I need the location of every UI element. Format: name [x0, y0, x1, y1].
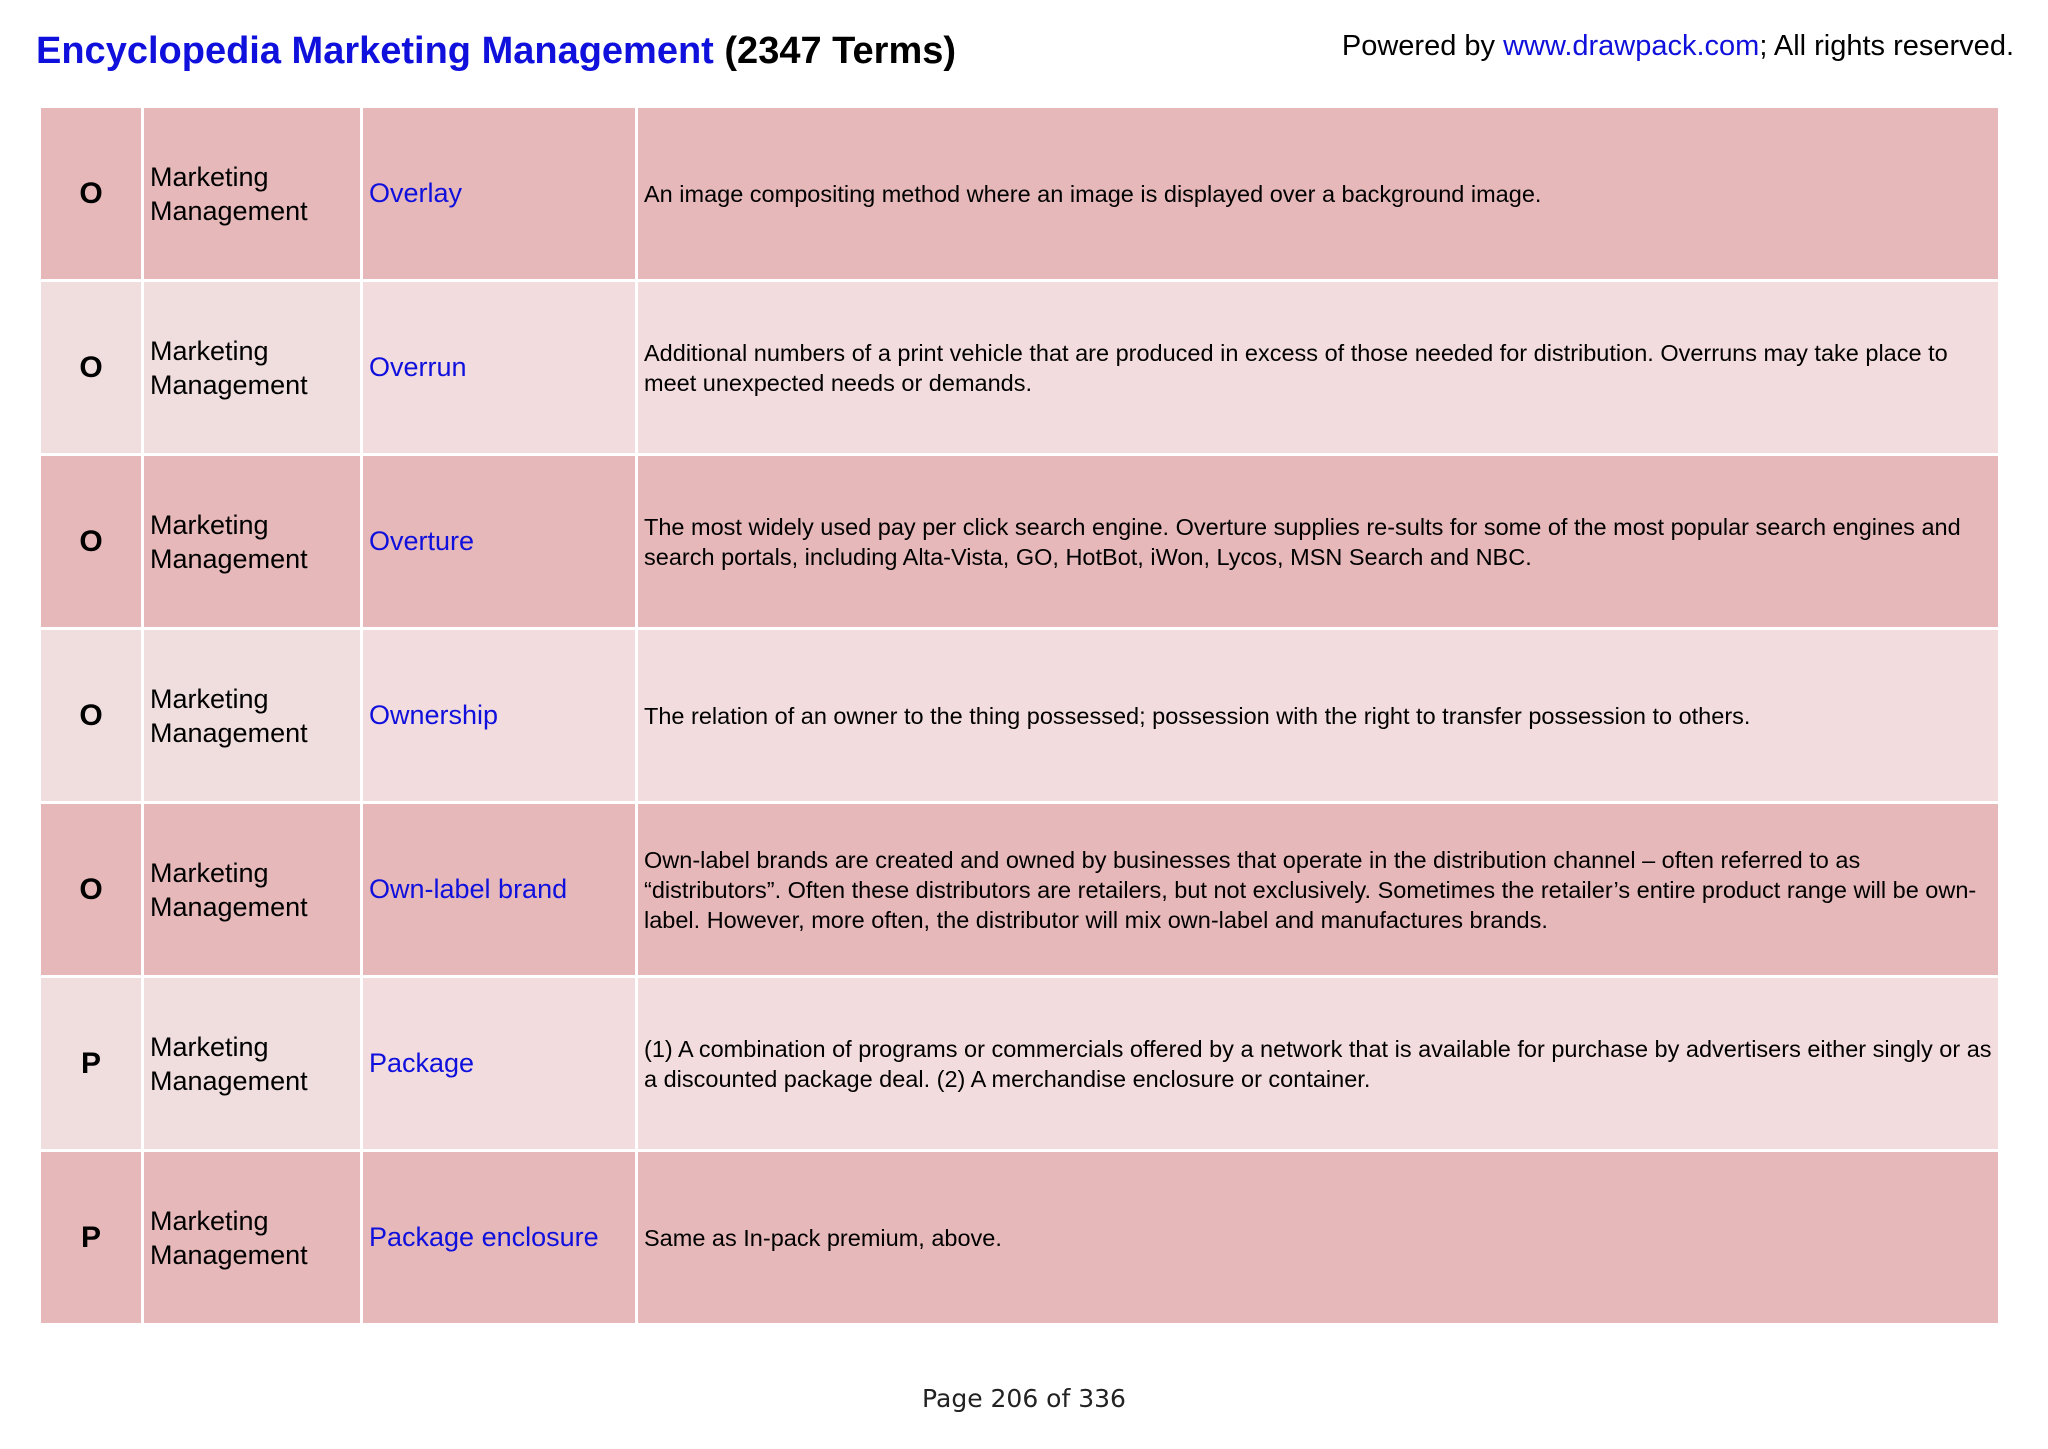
- category-line1: Marketing: [150, 857, 269, 888]
- category-line1: Marketing: [150, 1031, 269, 1062]
- letter-cell: O: [40, 803, 143, 977]
- table-row: [40, 629, 2000, 803]
- table-row: [40, 107, 2000, 281]
- category-cell: [143, 977, 362, 1151]
- category-cell: [143, 629, 362, 803]
- term-link[interactable]: Overture: [362, 455, 637, 629]
- letter-cell: P: [40, 977, 143, 1151]
- table-row: [40, 281, 2000, 455]
- table-row: [40, 1151, 2000, 1325]
- powered-by: [1342, 30, 2014, 63]
- category-line1: Marketing: [150, 509, 269, 540]
- definition-cell: Same as In-pack premium, above.: [637, 1151, 2000, 1325]
- category-line1: Marketing: [150, 335, 269, 366]
- category-cell: [143, 455, 362, 629]
- term-link[interactable]: Overrun: [362, 281, 637, 455]
- letter-cell: P: [40, 1151, 143, 1325]
- term-link[interactable]: Ownership: [362, 629, 637, 803]
- category-line2: Management: [150, 1065, 308, 1096]
- table-row: [40, 803, 2000, 977]
- letter-cell: O: [40, 107, 143, 281]
- term-link[interactable]: Package: [362, 977, 637, 1151]
- definition-cell: An image compositing method where an image is displayed over a background image.: [637, 107, 2000, 281]
- category-line1: Marketing: [150, 161, 269, 192]
- title-main: Encyclopedia Marketing Management: [36, 30, 714, 72]
- category-cell: [143, 1151, 362, 1325]
- powered-prefix: Powered by: [1341, 30, 1504, 62]
- page-header: [36, 24, 2014, 84]
- letter-cell: O: [40, 281, 143, 455]
- letter-cell: O: [40, 629, 143, 803]
- category-line1: Marketing: [150, 1205, 269, 1236]
- term-link[interactable]: Own-label brand: [362, 803, 637, 977]
- category-line1: Marketing: [150, 683, 269, 714]
- page-title: [36, 30, 956, 73]
- terms-table-container: [38, 105, 2001, 1326]
- table-row: [40, 977, 2000, 1151]
- definition-cell: The relation of an owner to the thing possessed; possession with the right to transfer possession to others.: [637, 629, 2000, 803]
- definition-cell: (1) A combination of programs or commercials offered by a network that is available for purchase by advertisers either singly or as a discounted package deal. (2) A merchandise enclosure or container.: [637, 977, 2000, 1151]
- definition-cell: Additional numbers of a print vehicle that are produced in excess of those needed for distribution. Overruns may take place to meet unexpected needs or demands.: [637, 281, 2000, 455]
- category-line2: Management: [150, 543, 308, 574]
- category-line2: Management: [150, 1239, 308, 1270]
- drawpack-link[interactable]: www.drawpack.com: [1503, 30, 1760, 62]
- page-number: Page 206 of 336: [922, 1384, 1126, 1413]
- term-link[interactable]: Overlay: [362, 107, 637, 281]
- category-line2: Management: [150, 369, 308, 400]
- powered-suffix: ; All rights reserved.: [1759, 30, 2014, 62]
- category-line2: Management: [150, 891, 308, 922]
- term-link[interactable]: Package enclosure: [362, 1151, 637, 1325]
- category-cell: [143, 107, 362, 281]
- term-count: (2347 Terms): [713, 30, 957, 72]
- definition-cell: Own-label brands are created and owned by businesses that operate in the distribution channel – often referred to as “distributors”. Often these distributors are retailers, but not exclusively. Sometimes the retailer’s entire product range will be own-label. However, more often, the distributor will mix own-label and manufactures brands.: [637, 803, 2000, 977]
- category-line2: Management: [150, 717, 308, 748]
- category-line2: Management: [150, 195, 308, 226]
- letter-cell: O: [40, 455, 143, 629]
- category-cell: [143, 803, 362, 977]
- table-row: [40, 455, 2000, 629]
- terms-table: [38, 105, 2001, 1326]
- definition-cell: The most widely used pay per click search engine. Overture supplies re-sults for some of the most popular search engines and search portals, including Alta-Vista, GO, HotBot, iWon, Lycos, MSN Search and NBC.: [637, 455, 2000, 629]
- category-cell: [143, 281, 362, 455]
